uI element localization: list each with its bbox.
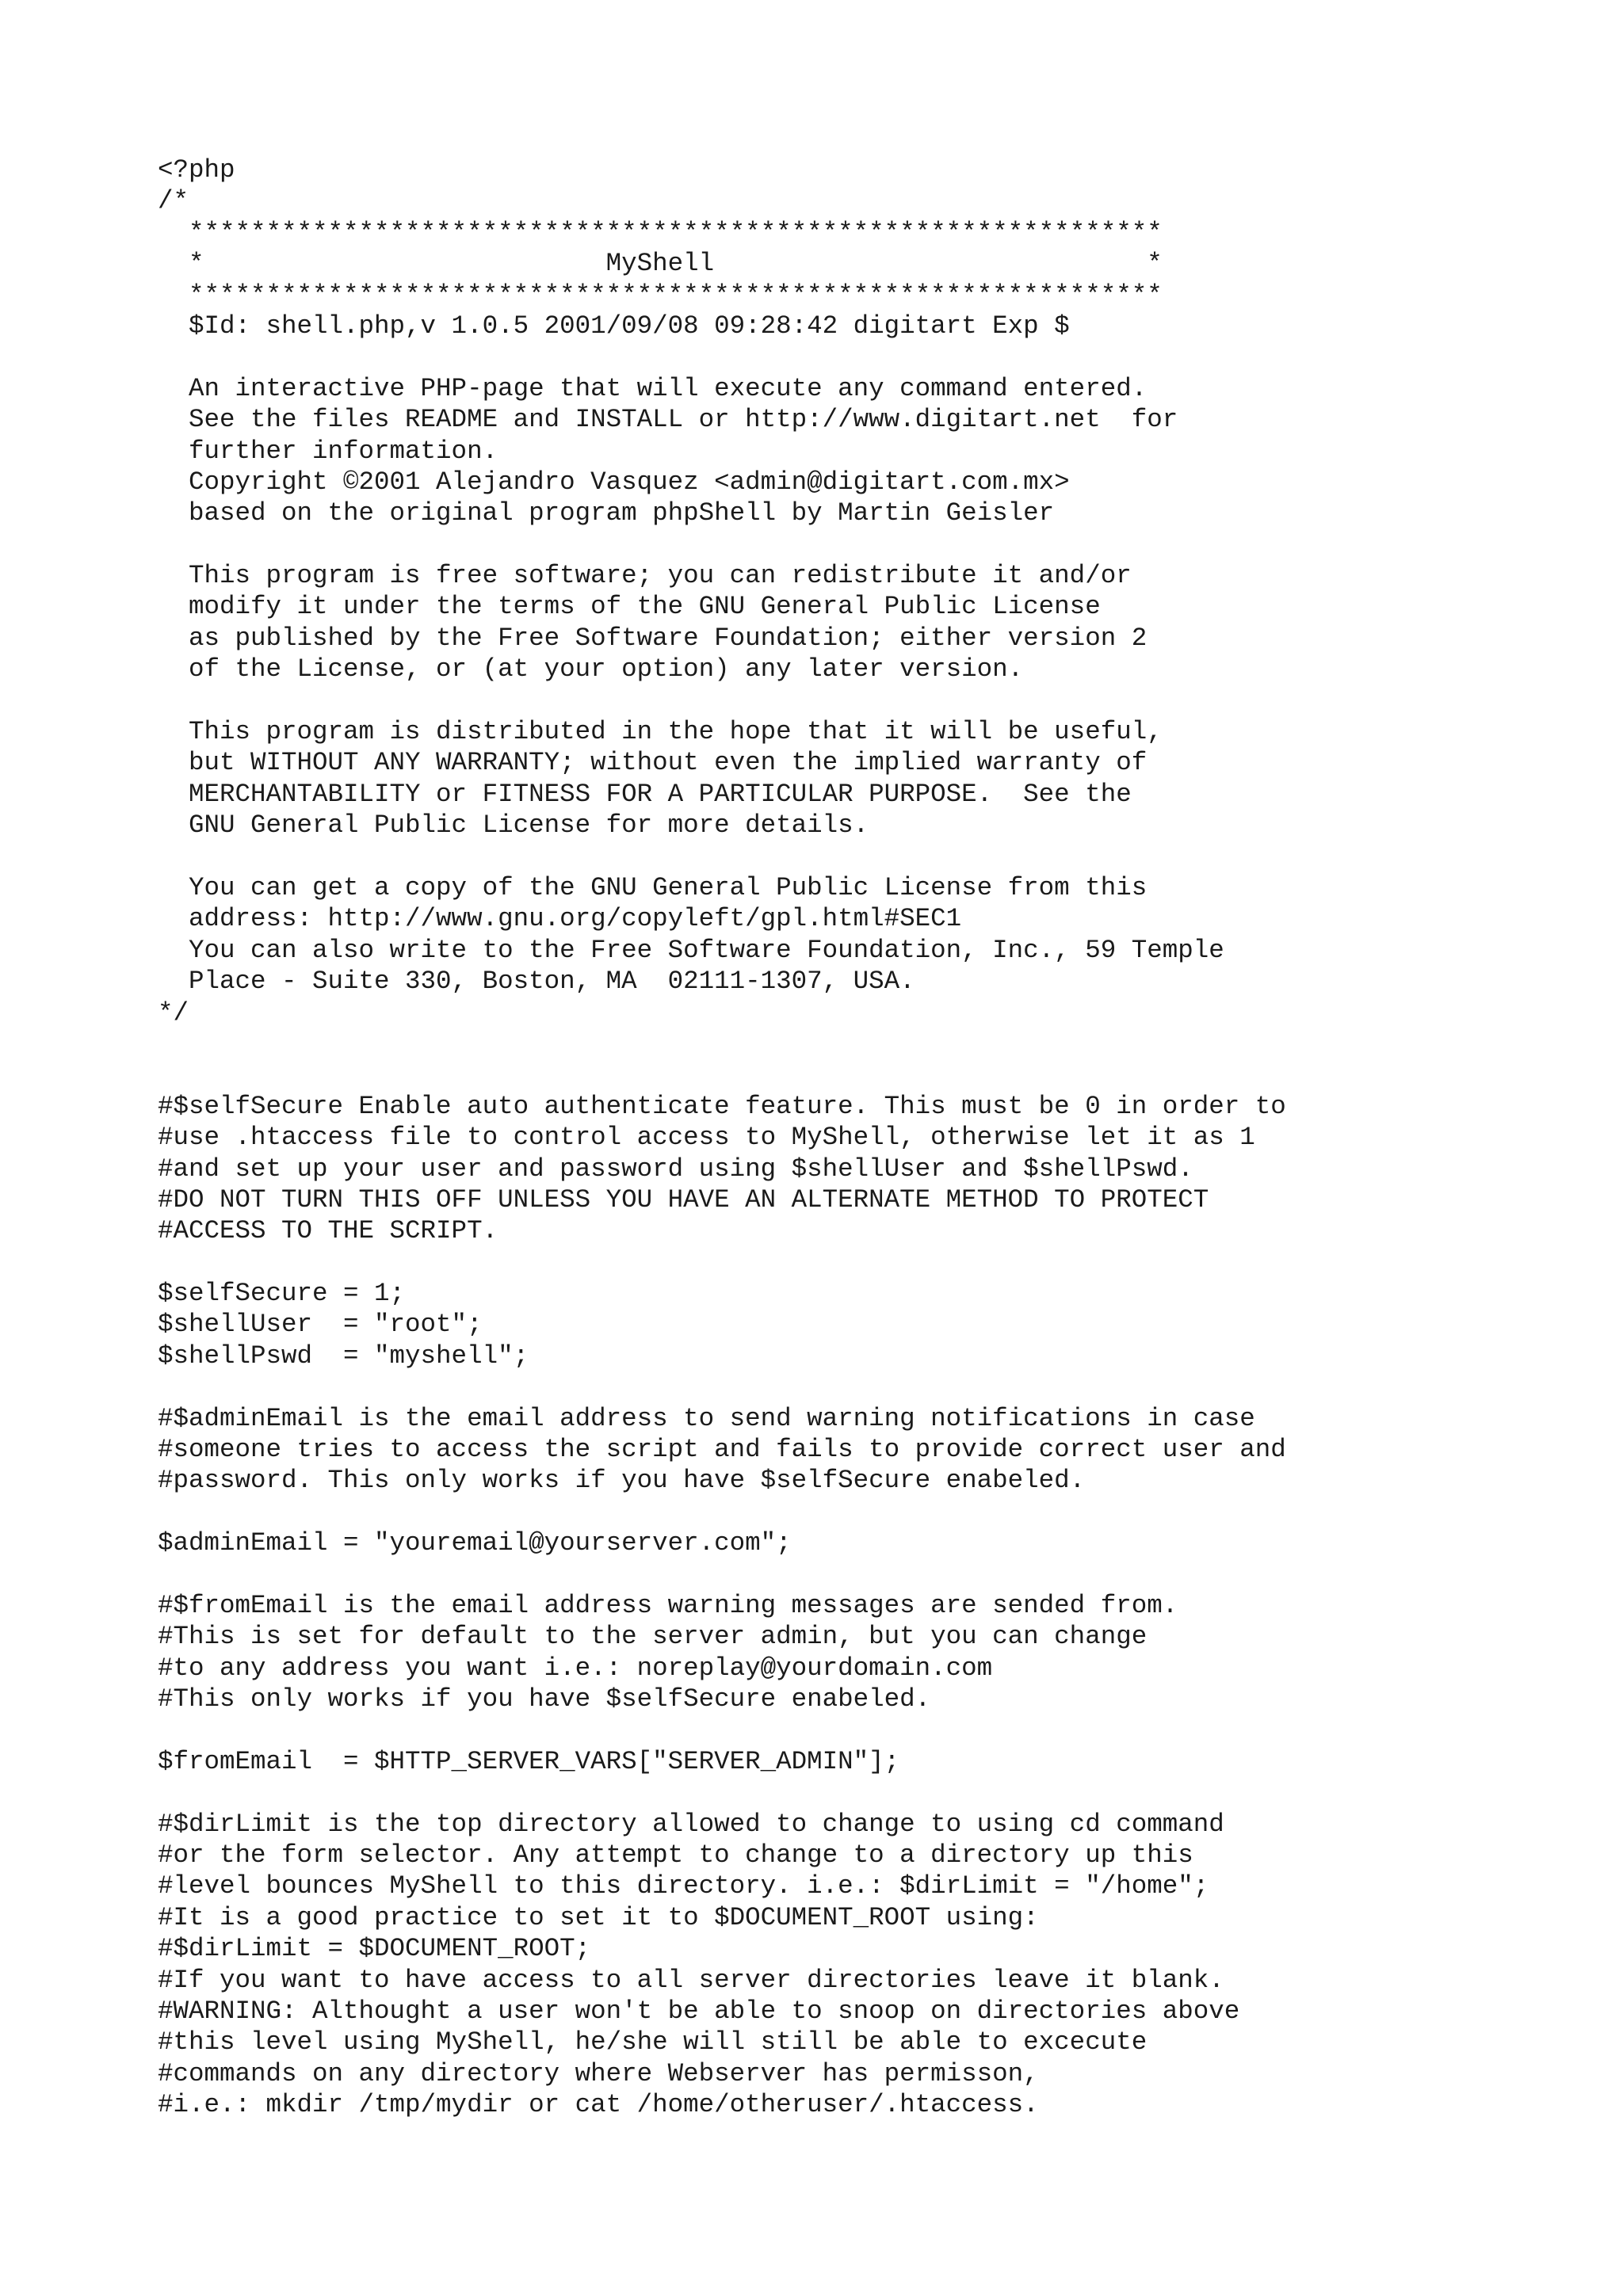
code-line — [158, 1059, 1286, 1090]
code-line: #$dirLimit is the top directory allowed to change to using cd command — [158, 1809, 1224, 1839]
code-line: #and set up your user and password using $shellUser and $shellPswd. — [158, 1154, 1193, 1184]
code-line: further information. — [158, 436, 498, 466]
code-line: <?php — [158, 155, 235, 185]
code-line — [158, 841, 1286, 872]
code-line: #or the form selector. Any attempt to change to a directory up this — [158, 1840, 1193, 1871]
code-line: $selfSecure = 1; — [158, 1279, 406, 1309]
code-line: #to any address you want i.e.: noreplay@yourdomain.com — [158, 1653, 993, 1683]
code-line: modify it under the terms of the GNU General Public License — [158, 592, 1101, 622]
code-line: $adminEmail = "youremail@yourserver.com"; — [158, 1528, 792, 1558]
code-line: #someone tries to access the script and fails to provide correct user and — [158, 1435, 1286, 1465]
code-line — [158, 1715, 1286, 1746]
code-line: #DO NOT TURN THIS OFF UNLESS YOU HAVE AN ALTERNATE METHOD TO PROTECT — [158, 1184, 1209, 1215]
code-line: #This is set for default to the server admin, but you can change — [158, 1622, 1148, 1652]
code-line: #this level using MyShell, he/she will still be able to excecute — [158, 2027, 1148, 2058]
code-line: $Id: shell.php,v 1.0.5 2001/09/08 09:28:42 digitart Exp $ — [158, 311, 1070, 341]
code-line: #level bounces MyShell to this directory. i.e.: $dirLimit = "/home"; — [158, 1871, 1209, 1901]
code-line: #password. This only works if you have $selfSecure enabeled. — [158, 1466, 1086, 1496]
code-line: GNU General Public License for more details. — [158, 810, 869, 841]
code-line — [158, 1497, 1286, 1527]
code-line: *************************************************************** — [158, 280, 1163, 310]
code-line: but WITHOUT ANY WARRANTY; without even the implied warranty of — [158, 748, 1148, 778]
code-line: #$adminEmail is the email address to send warning notifications in case — [158, 1403, 1255, 1433]
code-line: #i.e.: mkdir /tmp/mydir or cat /home/otheruser/.htaccess. — [158, 2090, 1039, 2120]
code-line: See the files README and INSTALL or http://www.digitart.net for — [158, 405, 1178, 435]
code-line: MERCHANTABILITY or FITNESS FOR A PARTICULAR PURPOSE. See the — [158, 779, 1132, 809]
code-line — [158, 341, 1286, 372]
code-line: $shellUser = "root"; — [158, 1310, 483, 1340]
code-line: #$fromEmail is the email address warning messages are sended from. — [158, 1590, 1178, 1620]
code-line: This program is distributed in the hope that it will be useful, — [158, 717, 1163, 747]
code-line: of the License, or (at your option) any later version. — [158, 654, 1024, 685]
code-line: $fromEmail = $HTTP_SERVER_VARS["SERVER_ADMIN"]; — [158, 1746, 900, 1776]
code-line: $shellPswd = "myshell"; — [158, 1341, 529, 1371]
code-line: #$dirLimit = $DOCUMENT_ROOT; — [158, 1934, 591, 1964]
code-line: */ — [158, 997, 189, 1028]
code-line: #$selfSecure Enable auto authenticate feature. This must be 0 in order to — [158, 1091, 1286, 1121]
code-line: based on the original program phpShell by Martin Geisler — [158, 498, 1055, 528]
code-line — [158, 529, 1286, 560]
code-line — [158, 685, 1286, 716]
code-line: #If you want to have access to all server directories leave it blank. — [158, 1965, 1224, 1995]
code-line: Copyright ©2001 Alejandro Vasquez <admin@digitart.com.mx> — [158, 467, 1070, 497]
code-line — [158, 1028, 1286, 1059]
code-line: You can get a copy of the GNU General Public License from this — [158, 872, 1148, 902]
code-line: *************************************************************** — [158, 217, 1163, 247]
code-line — [158, 1371, 1286, 1402]
code-line: #ACCESS TO THE SCRIPT. — [158, 1216, 498, 1246]
code-line: address: http://www.gnu.org/copyleft/gpl.html#SEC1 — [158, 904, 962, 934]
code-line: as published by the Free Software Foundation; either version 2 — [158, 623, 1148, 653]
code-line: Place - Suite 330, Boston, MA 02111-1307, USA. — [158, 967, 915, 997]
code-line: #WARNING: Althought a user won't be able to snoop on directories above — [158, 1997, 1240, 2027]
code-line: This program is free software; you can redistribute it and/or — [158, 561, 1132, 591]
code-line: #It is a good practice to set it to $DOCUMENT_ROOT using: — [158, 1902, 1039, 1932]
code-line — [158, 1247, 1286, 1278]
code-line — [158, 1559, 1286, 1590]
code-line: #commands on any directory where Webserver has permisson, — [158, 2058, 1039, 2088]
code-line: #This only works if you have $selfSecure enabeled. — [158, 1684, 931, 1714]
code-line: You can also write to the Free Software Foundation, Inc., 59 Temple — [158, 935, 1224, 965]
code-line — [158, 1777, 1286, 1808]
code-line: #use .htaccess file to control access to MyShell, otherwise let it as 1 — [158, 1123, 1255, 1153]
php-source-listing — [158, 154, 1286, 2121]
code-line: An interactive PHP-page that will execute any command entered. — [158, 373, 1148, 403]
code-line: * MyShell * — [158, 249, 1163, 279]
code-line: /* — [158, 186, 189, 216]
